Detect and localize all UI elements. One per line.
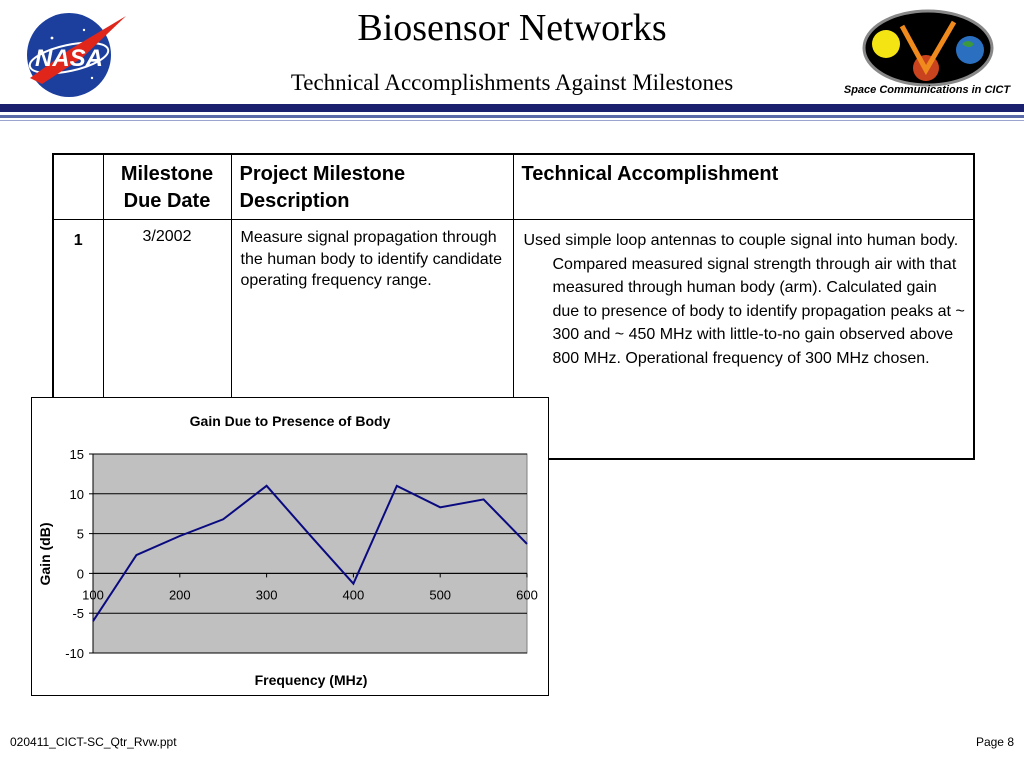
chart-x-axis-label: Frequency (MHz) (254, 672, 368, 688)
header-rule (0, 115, 1024, 118)
header-description-line1: Project Milestone (239, 163, 406, 185)
slide-title: Biosensor Networks (357, 7, 667, 49)
header-due-date (103, 154, 231, 220)
gain-chart-svg (32, 398, 548, 695)
footer-filename: 020411_CICT-SC_Qtr_Rvw.ppt (10, 735, 177, 749)
chart-title: Gain Due to Presence of Body (189, 413, 391, 429)
x-tick-label: 100 (82, 587, 104, 603)
header-due-date-line1: Milestone (120, 163, 214, 185)
nasa-logo-text: NASA (34, 45, 104, 72)
slide-subtitle: Technical Accomplishments Against Milestones (290, 70, 734, 95)
header-rule (0, 104, 1024, 112)
header-description-line2: Description (239, 190, 350, 212)
row-number: 1 (53, 220, 103, 460)
plot-area (93, 454, 527, 653)
y-tick-label: 5 (76, 526, 84, 542)
y-tick-label: 0 (76, 566, 84, 582)
footer-page-number: Page 8 (975, 735, 1014, 749)
x-tick-label: 600 (516, 587, 538, 603)
header-number (53, 154, 103, 220)
row-description: Measure signal propagation through the human body to identify candidate operating frequency range. (231, 220, 513, 460)
header-due-date-line2: Due Date (123, 190, 211, 212)
header-rule (0, 120, 1024, 121)
y-tick-label: -10 (65, 646, 84, 661)
header-description (231, 154, 513, 220)
cict-caption: Space Communications in CICT (843, 84, 1011, 96)
row-accomplishment: Used simple loop antennas to couple signal into human body. Compared measured signal strength through air with that measured through human body (arm). Calculated gain due to presence of body to identify propagation peaks at ~ 300 and ~ 450 MHz with little-to-no gain observed above 800 MHz. Operational frequency of 300 MHz chosen. (523, 232, 965, 367)
x-tick-label: 400 (342, 587, 365, 603)
row-accomplishment-cell (513, 220, 974, 460)
gain-chart (31, 397, 549, 696)
cict-logo (858, 8, 998, 90)
y-tick-label: 15 (69, 447, 84, 462)
x-tick-label: 500 (429, 587, 452, 603)
header-accomplishment: Technical Accomplishment (513, 154, 974, 220)
row-due-date: 3/2002 (103, 220, 231, 460)
x-tick-label: 300 (255, 587, 278, 603)
y-tick-label: 10 (69, 486, 84, 502)
x-tick-label: 200 (168, 587, 191, 603)
table-header-row (53, 154, 974, 220)
y-tick-label: -5 (72, 606, 84, 622)
chart-y-axis-label: Gain (dB) (37, 522, 53, 586)
